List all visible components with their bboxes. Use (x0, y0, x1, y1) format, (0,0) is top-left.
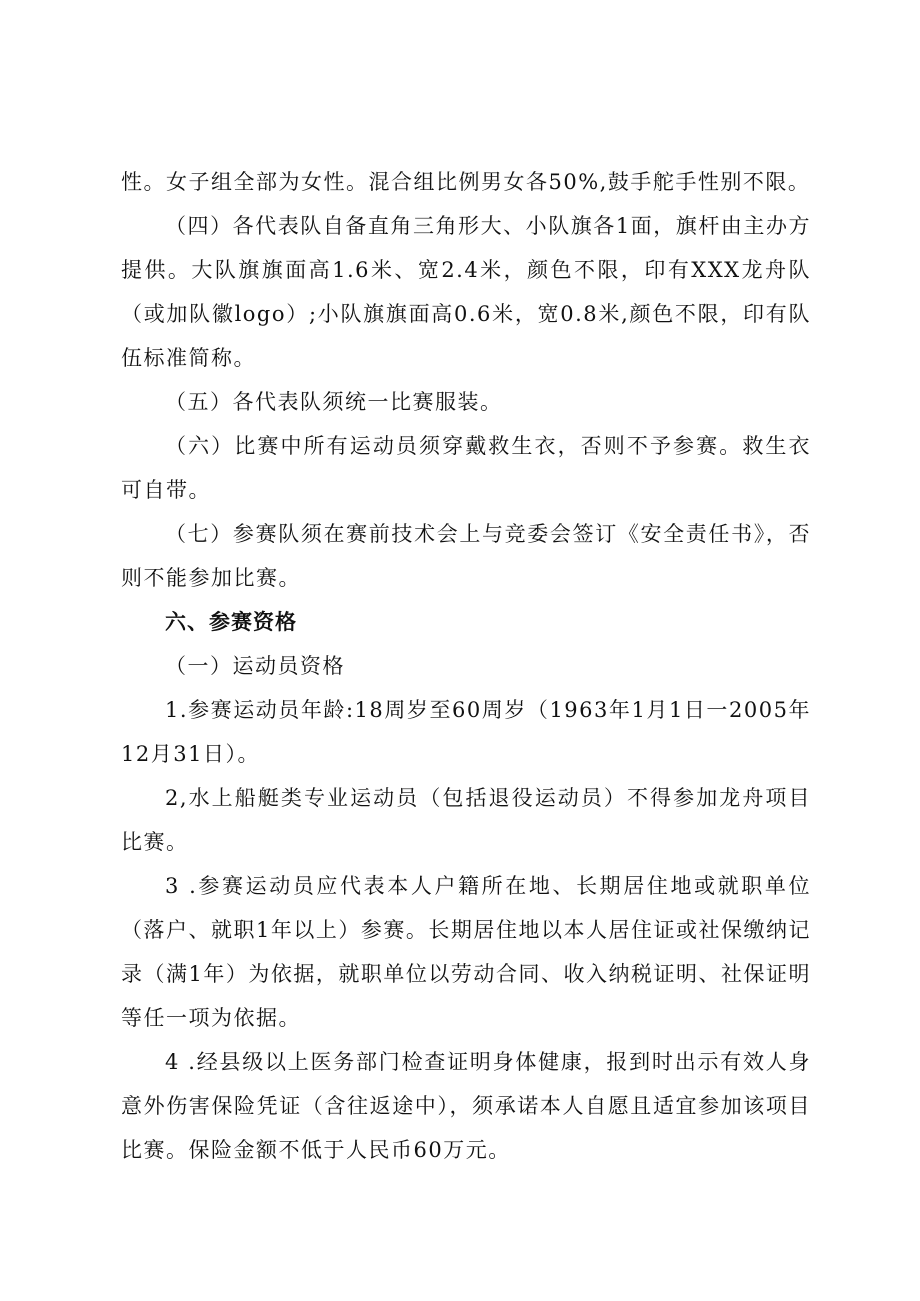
paragraph-life-jacket: （六）比赛中所有运动员须穿戴救生衣，否则不予参赛。救生衣可自带。 (121, 434, 811, 502)
subheading-athlete-eligibility: （一）运动员资格 (165, 654, 345, 678)
document-body (121, 160, 811, 1172)
list-item-professional-athletes: 2,水上船艇类专业运动员（包括退役运动员）不得参加龙舟项目比赛。 (121, 786, 811, 854)
paragraph-team-flags: （四）各代表队自备直角三角形大、小队旗各1面，旗杆由主办方提供。大队旗旗面高1.6米、宽2.4米，颜色不限，印有XXX龙舟队（或加队徽logo）;小队旗旗面高0.6米，宽0.8米,颜色不限，印有队伍标准简称。 (121, 214, 811, 370)
paragraph-safety-agreement: （七）参赛队须在赛前技术会上与竞委会签订《安全责任书》，否则不能参加比赛。 (121, 522, 811, 590)
list-item-health-insurance: 4 .经县级以上医务部门检查证明身体健康，报到时出示有效人身意外伤害保险凭证（含往返途中），须承诺本人自愿且适宜参加该项目比赛。保险金额不低于人民币60万元。 (121, 1050, 811, 1162)
list-item-age: 1.参赛运动员年龄:18周岁至60周岁（1963年1月1日一2005年12月31日）。 (121, 698, 811, 766)
section-heading-eligibility: 六、参赛资格 (165, 610, 297, 634)
paragraph-uniform: （五）各代表队须统一比赛服装。 (165, 390, 503, 414)
list-item-residence: 3 .参赛运动员应代表本人户籍所在地、长期居住地或就职单位（落户、就职1年以上）参赛。长期居住地以本人居住证或社保缴纳记录（满1年）为依据，就职单位以劳动合同、收入纳税证明、社保证明等任一项为依据。 (121, 874, 811, 1030)
paragraph-gender-continuation: 性。女子组全部为女性。混合组比例男女各50%,鼓手舵手性别不限。 (121, 170, 811, 194)
